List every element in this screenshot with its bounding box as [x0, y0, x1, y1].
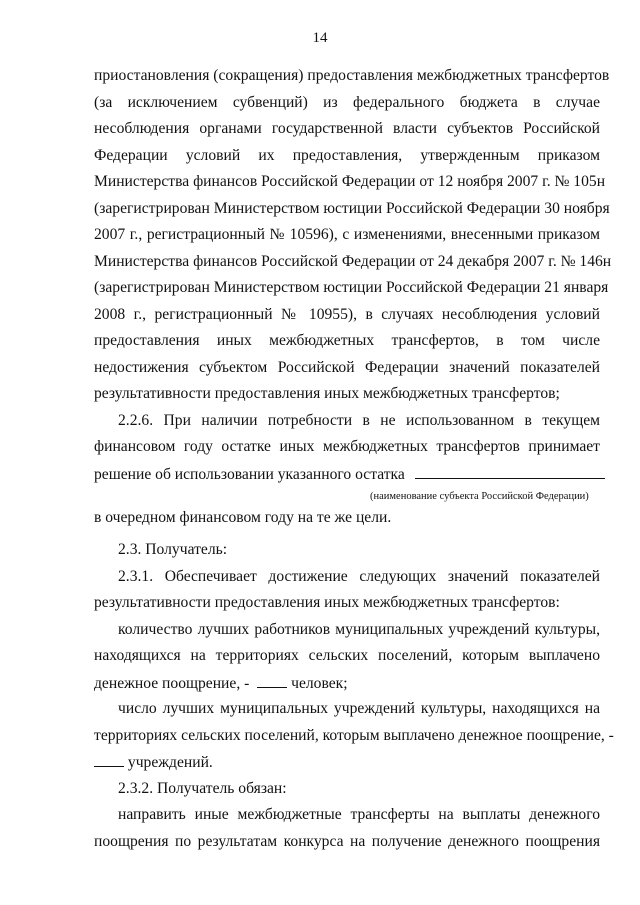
text-line: Федерации условий их предоставления, утвержденным приказом: [94, 147, 600, 164]
text-line: результативности предоставления иных межбюджетных трансфертов;: [94, 385, 560, 402]
text-line: [94, 752, 600, 773]
text-line: Министерства финансов Российской Федерации от 24 декабря 2007 г. № 146н: [94, 253, 612, 270]
text-line: в очередном финансовом году на те же цели.: [94, 509, 392, 526]
fill-in-blank-institutions-count: [94, 752, 124, 767]
text-fragment: денежное поощрение, -: [94, 675, 250, 692]
text-line: недостижения субъектом Российской Федерации значений показателей: [94, 359, 600, 376]
indicator-2-line: число лучших муниципальных учреждений культуры, находящихся на: [118, 700, 600, 717]
text-line: (зарегистрирован Министерством юстиции Российской Федерации 30 ноября: [94, 200, 610, 217]
text-line: несоблюдения органами государственной власти субъектов Российской: [94, 120, 600, 137]
text-line: 2007 г., регистрационный № 10596), с изменениями, внесенными приказом: [94, 226, 600, 243]
text-line: финансовом году остатке иных межбюджетных трансфертов принимает: [94, 438, 600, 455]
blank-caption: (наименование субъекта Российской Федерации): [370, 491, 589, 502]
text-line: находящихся на территориях сельских поселений, которым выплачено: [94, 647, 600, 664]
text-line: приостановления (сокращения) предоставления межбюджетных трансфертов: [94, 67, 610, 84]
text-line: [94, 464, 600, 485]
paragraph-2-3-2: 2.3.2. Получатель обязан:: [118, 780, 287, 797]
paragraph-2-2-6: 2.2.6. При наличии потребности в не использованном в текущем: [118, 412, 600, 429]
text-line: 2008 г., регистрационный № 10955), в случаях несоблюдения условий: [94, 306, 600, 323]
fill-in-blank-subject: [415, 464, 605, 479]
fill-in-blank-workers-count: [257, 673, 287, 688]
indicator-1-line: количество лучших работников муниципальных учреждений культуры,: [118, 621, 600, 638]
text-line: Министерства финансов Российской Федерации от 12 ноября 2007 г. № 105н: [94, 173, 606, 190]
text-line: предоставления иных межбюджетных трансфертов, в том числе: [94, 332, 600, 349]
text-line: территориях сельских поселений, которым выплачено денежное поощрение, -: [94, 727, 614, 744]
text-fragment: человек;: [291, 675, 348, 692]
text-line: результативности предоставления иных межбюджетных трансфертов:: [94, 594, 560, 611]
text-line: (за исключением субвенций) из федерального бюджета в случае: [94, 94, 600, 111]
section-2-3-heading: 2.3. Получатель:: [118, 541, 228, 558]
text-line: поощрения по результатам конкурса на получение денежного поощрения: [94, 833, 600, 850]
paragraph-2-3-1: 2.3.1. Обеспечивает достижение следующих значений показателей: [118, 568, 600, 585]
text-line: направить иные межбюджетные трансферты на выплаты денежного: [118, 806, 600, 823]
text-line: (зарегистрирован Министерством юстиции Российской Федерации 21 января: [94, 279, 609, 296]
text-line: [94, 673, 600, 694]
page-number: 14: [312, 30, 328, 46]
text-fragment: решение об использовании указанного остатка: [94, 466, 405, 483]
text-fragment: учреждений.: [127, 754, 213, 771]
